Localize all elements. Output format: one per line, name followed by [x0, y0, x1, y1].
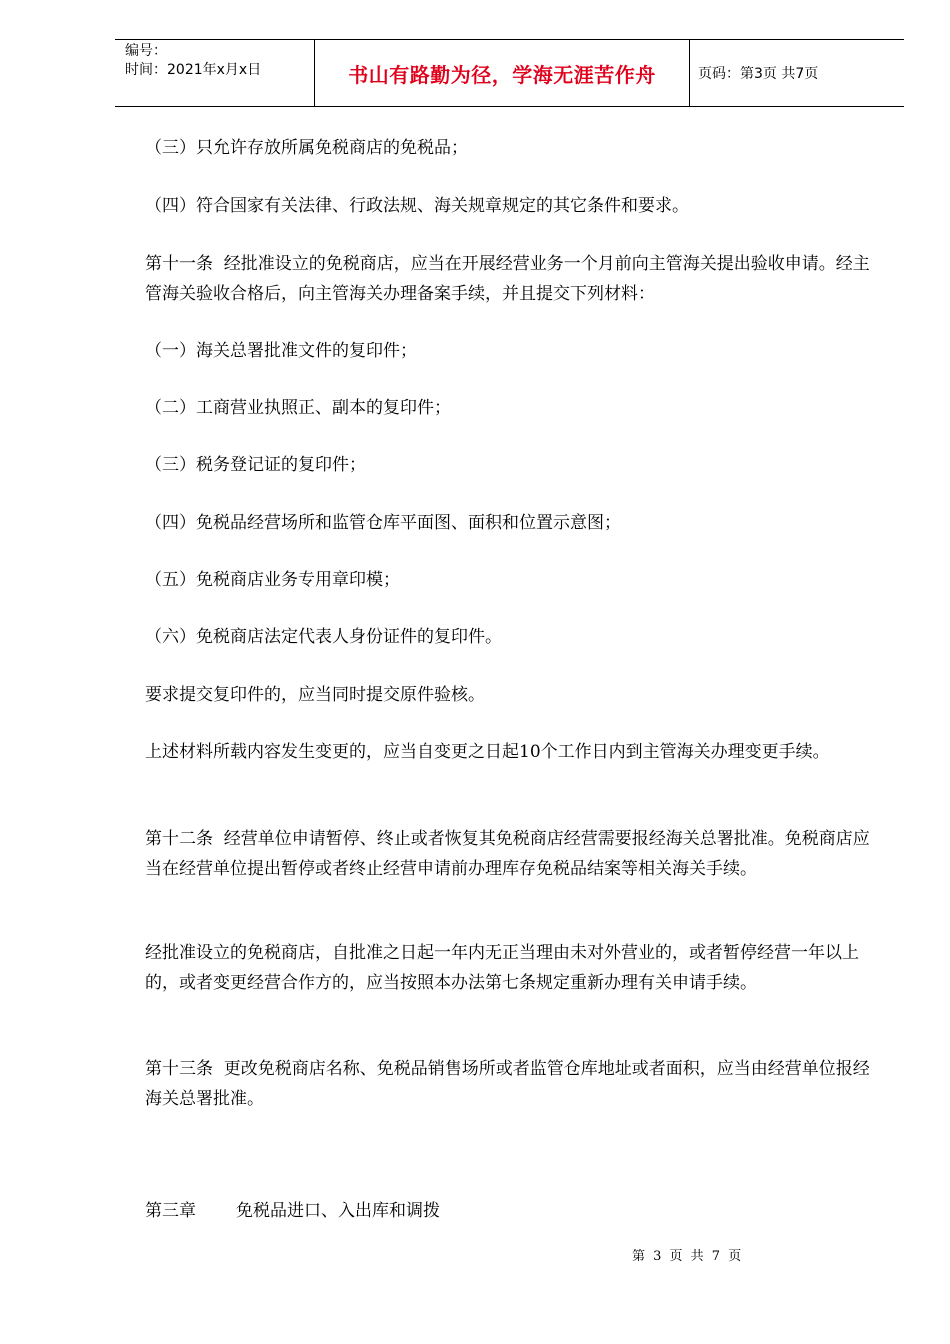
paragraph: 上述材料所载内容发生变更的，应当自变更之日起10个工作日内到主管海关办理变更手续。	[145, 742, 830, 762]
paragraph: （二）工商营业执照正、副本的复印件；	[145, 398, 451, 418]
paragraph: （一）海关总署批准文件的复印件；	[145, 341, 417, 361]
paragraph: （四）免税品经营场所和监管仓库平面图、面积和位置示意图；	[145, 513, 621, 533]
paragraph: 第十一条 经批准设立的免税商店，应当在开展经营业务一个月前向主管海关提出验收申请。经主管海关验收合格后，向主管海关办理备案手续，并且提交下列材料：	[145, 254, 870, 304]
paragraph: （五）免税商店业务专用章印模；	[145, 570, 400, 590]
header-page-info: 页码：第3页 共7页	[698, 66, 819, 82]
header-meta	[115, 40, 315, 106]
paragraph: 第十三条 更改免税商店名称、免税品销售场所或者监管仓库地址或者面积，应当由经营单位报经海关总署批准。	[145, 1059, 870, 1109]
paragraph: 第十二条 经营单位申请暂停、终止或者恢复其免税商店经营需要报经海关总署批准。免税商店应当在经营单位提出暂停或者终止经营申请前办理库存免税品结案等相关海关手续。	[145, 829, 870, 879]
paragraph: 要求提交复印件的，应当同时提交原件验核。	[145, 685, 485, 705]
header-motto: 书山有路勤为径，学海无涯苦作舟	[315, 40, 690, 106]
paragraph: （三）只允许存放所属免税商店的免税品；	[145, 138, 468, 158]
paragraph: （六）免税商店法定代表人身份证件的复印件。	[145, 627, 502, 647]
chapter-title: 免税品进口、入出库和调拨	[236, 1201, 440, 1221]
time-label: 时间：2021年x月x日	[125, 62, 262, 78]
paragraph: 经批准设立的免税商店，自批准之日起一年内无正当理由未对外营业的，或者暂停经营一年以上的，或者变更经营合作方的，应当按照本办法第七条规定重新办理有关申请手续。	[145, 943, 859, 993]
page-footer: 第 3 页 共 7 页	[632, 1249, 744, 1264]
chapter-number: 第三章	[145, 1201, 196, 1221]
paragraph: （四）符合国家有关法律、行政法规、海关规章规定的其它条件和要求。	[145, 196, 689, 216]
paragraph: （三）税务登记证的复印件；	[145, 455, 366, 475]
number-label: 编号：	[125, 43, 167, 59]
document-header	[115, 39, 904, 107]
chapter-heading	[145, 1196, 440, 1226]
